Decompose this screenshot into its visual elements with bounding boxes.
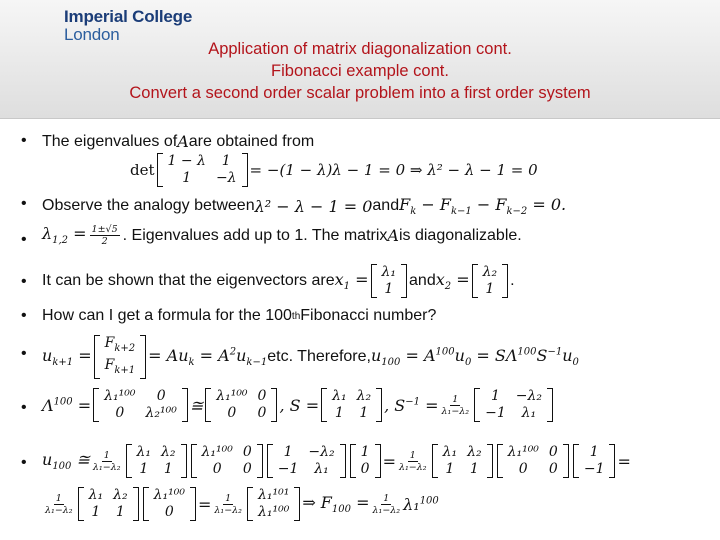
cell: −1 (485, 405, 506, 421)
characteristic-equation (130, 153, 538, 187)
matrix-approx (205, 388, 277, 422)
t: Λ (42, 395, 54, 415)
den: λ₁−λ₂ (45, 504, 73, 516)
bullet-3-tail: is diagonalizable. (398, 226, 522, 244)
num: 1±√5 (91, 224, 118, 235)
u100-formula (371, 346, 579, 368)
sub: k−1 (246, 356, 268, 368)
cell: 1 (139, 461, 149, 477)
bullet-2-text: Observe the analogy between (42, 197, 255, 215)
matrix (432, 444, 493, 478)
lambda-100 (42, 396, 91, 415)
t: = (72, 395, 92, 415)
u-k1 (42, 346, 92, 368)
sub: 100 (331, 504, 351, 516)
cell: 1 (221, 153, 231, 169)
t: u (236, 345, 247, 365)
sub: 1 (343, 281, 351, 293)
inv-fraction (441, 394, 469, 417)
cell: λ₁¹⁰⁰ (153, 487, 185, 503)
t: = SΛ (471, 345, 518, 365)
cell: 1 − λ (167, 153, 206, 169)
cell: −1 (277, 461, 299, 477)
t: = A (194, 345, 230, 365)
t: = Au (148, 345, 189, 365)
cell: λ₁¹⁰⁰ (104, 388, 136, 404)
final-line (42, 487, 439, 521)
cell: λ₁¹⁰⁰ (216, 388, 248, 404)
cell: 1 (91, 504, 101, 520)
det-label: det (130, 161, 155, 179)
den: λ₁−λ₂ (92, 461, 121, 473)
cell: 0 (548, 444, 558, 460)
title-line-3: Convert a second order scalar problem into a first order system (129, 84, 591, 102)
bullet-marker: • (21, 273, 27, 290)
bullet-3 (42, 224, 522, 247)
bullet-marker: • (21, 231, 27, 248)
vector (573, 444, 616, 478)
matrix (191, 444, 263, 478)
cell: λ₂ (356, 388, 372, 404)
cell: 0 (156, 388, 166, 404)
slide-title (60, 38, 660, 104)
sub: k−2 (506, 206, 528, 218)
cell: λ₁ (314, 461, 329, 477)
recurrence-rhs (148, 346, 267, 368)
sub: k+2 (114, 342, 136, 354)
vector (143, 487, 196, 521)
var-a: A (177, 132, 189, 151)
t: = (351, 492, 370, 512)
matrix-s-inv (474, 388, 553, 422)
lam: λ (42, 224, 53, 244)
eq: = (73, 345, 92, 365)
den: λ₁−λ₂ (372, 504, 401, 516)
sup: 100 (517, 346, 537, 358)
cell: 1 (490, 388, 500, 404)
sub: k−1 (450, 206, 472, 218)
matrix (267, 444, 346, 478)
fraction (93, 450, 121, 473)
cell: λ₁¹⁰⁰ (201, 444, 233, 460)
eigenvector-2 (472, 264, 509, 298)
cell: 0 (115, 405, 125, 421)
sup: −1 (405, 396, 420, 408)
t: λ₁ (403, 494, 420, 514)
var-a: A (387, 226, 399, 245)
matrix (126, 444, 187, 478)
fraction (214, 493, 242, 516)
bullet-1-tail: are obtained from (188, 132, 315, 150)
cell: 1 (469, 461, 479, 477)
t: = A (400, 345, 436, 365)
den: λ₁−λ₂ (398, 461, 427, 473)
bullet-marker: • (21, 132, 27, 149)
sub: 100 (52, 461, 72, 473)
cell: 0 (257, 388, 267, 404)
cell: λ₁ (136, 444, 152, 460)
cell: 0 (242, 461, 252, 477)
bullet-marker: • (21, 195, 27, 212)
num: 1 (55, 492, 62, 504)
cell: 1 (182, 170, 192, 186)
cell: λ₁ (88, 487, 104, 503)
end: . (510, 272, 515, 289)
bullet-4 (42, 264, 515, 298)
cell: 1 (359, 405, 369, 421)
cell: λ₂¹⁰⁰ (145, 405, 177, 421)
sub: k+1 (114, 364, 136, 376)
cell: λ₁¹⁰¹ (257, 487, 290, 503)
t: u (370, 345, 382, 365)
lambda-power (403, 495, 439, 514)
eq: = (350, 269, 369, 289)
matrix-det (157, 153, 248, 187)
sub: 1,2 (52, 235, 69, 247)
s-inv (384, 396, 438, 415)
title-line-1: Application of matrix diagonalization cont. (208, 40, 512, 58)
t: , S (384, 395, 406, 415)
t: u (562, 345, 573, 365)
cell: λ₂ (161, 444, 176, 460)
matrix (78, 487, 139, 521)
sup: 2 (229, 346, 237, 358)
sup: 100 (435, 346, 455, 358)
sup: 100 (53, 396, 73, 408)
cell: λ₂ (482, 264, 498, 280)
eq: = (382, 451, 396, 471)
fraction (399, 450, 427, 473)
u100 (42, 450, 90, 472)
sub: k (188, 356, 195, 368)
bullet-3-text: . Eigenvalues add up to 1. The matrix (122, 226, 388, 244)
den: 2 (101, 236, 108, 247)
bullet-4-text: It can be shown that the eigenvectors are (42, 272, 335, 289)
matrix-lambda (93, 388, 188, 422)
cell: λ₁ (332, 388, 347, 404)
num: 1 (383, 492, 390, 504)
sup: −1 (547, 346, 563, 358)
bullet-5-tail: Fibonacci number? (300, 307, 437, 324)
cell: 1 (115, 504, 125, 520)
cell: 1 (283, 444, 293, 460)
cell: −λ₂ (308, 444, 335, 460)
bullet-marker: • (21, 345, 27, 362)
fraction (373, 493, 401, 516)
den: λ₁−λ₂ (441, 405, 470, 417)
logo-line-2: London (64, 25, 120, 44)
t: S (536, 345, 548, 365)
t: = (419, 395, 439, 415)
u: u (42, 345, 53, 365)
approx: ≅ (189, 395, 204, 415)
f: F (104, 356, 115, 373)
cell: 1 (384, 281, 394, 297)
and-text: and (372, 197, 400, 215)
bullet-marker: • (21, 307, 27, 324)
cell: −λ₂ (515, 388, 542, 404)
and-text: and (409, 272, 436, 289)
bullet-marker: • (21, 399, 27, 416)
cell: 0 (164, 504, 174, 520)
cell: λ₂ (467, 444, 482, 460)
cell: 1 (485, 281, 495, 297)
cell: 0 (257, 405, 267, 421)
x: x (334, 269, 344, 289)
f: − F (416, 195, 451, 214)
cell: λ₁ (442, 444, 458, 460)
cell (100, 335, 141, 357)
f100 (302, 493, 369, 515)
bullet-1-text: The eigenvalues of (42, 132, 178, 150)
matrix-s (321, 388, 382, 422)
bullet-marker: • (21, 454, 27, 471)
cell: −1 (583, 461, 605, 477)
matrix (497, 444, 569, 478)
sub: 2 (444, 281, 452, 293)
eq: = (451, 269, 470, 289)
t: u (454, 345, 465, 365)
cell: 0 (227, 405, 237, 421)
f: F (399, 195, 411, 214)
cell: 1 (163, 461, 173, 477)
sup: 100 (419, 495, 439, 507)
cell: λ₁¹⁰⁰ (507, 444, 539, 460)
num: 1 (452, 393, 459, 405)
cell: 1 (445, 461, 455, 477)
cell: λ₁ (521, 405, 537, 421)
cell: 1 (589, 444, 599, 460)
f: F (104, 335, 115, 351)
slide-header (0, 0, 720, 119)
sub: 100 (381, 356, 401, 368)
t: ⇒ F (302, 492, 332, 512)
bullet-1 (42, 132, 314, 151)
bullet-8 (42, 444, 631, 478)
cell: 0 (360, 461, 370, 477)
vector (350, 444, 381, 478)
cell: λ₁¹⁰⁰ (257, 504, 290, 520)
cell: λ₁ (381, 264, 397, 280)
cell (100, 357, 141, 379)
sub: 0 (464, 356, 472, 368)
t: u (42, 449, 53, 469)
cell: 0 (212, 461, 222, 477)
num: 1 (225, 492, 232, 504)
bullet-5-text: How can I get a formula for the 100 (42, 307, 292, 324)
num: 1 (103, 449, 110, 461)
cell: 0 (242, 444, 252, 460)
lambda (42, 224, 87, 246)
eq: = (68, 224, 87, 244)
lambda-fraction (90, 224, 120, 247)
s-eq: , S = (279, 395, 320, 415)
cell: 1 (334, 405, 344, 421)
num: 1 (409, 449, 416, 461)
cell: 0 (518, 461, 528, 477)
sup: th (291, 310, 301, 322)
bullet-5 (42, 307, 436, 325)
sub: 0 (572, 356, 579, 368)
recurrence (399, 195, 566, 217)
x: x (435, 269, 445, 289)
fib-vector (94, 335, 147, 379)
eq: = (197, 494, 212, 514)
cell: λ₂ (113, 487, 128, 503)
t: ≅ (71, 449, 90, 469)
logo-line-1: Imperial College (64, 7, 193, 26)
sub: k+1 (52, 356, 74, 368)
bullet-7 (42, 388, 555, 422)
cell: 1 (360, 444, 370, 460)
eigenvector-1 (371, 264, 408, 298)
equation-rhs: = −(1 − λ)λ − 1 = 0 ⇒ λ² − λ − 1 = 0 (249, 161, 538, 179)
end: = 0. (527, 195, 567, 214)
fraction (45, 493, 73, 516)
den: λ₁−λ₂ (214, 504, 242, 516)
cell: 0 (548, 461, 558, 477)
bullet-2 (42, 195, 566, 217)
x2 (436, 270, 470, 292)
cell: −λ (215, 170, 237, 186)
vector (247, 487, 300, 521)
etc-text: etc. Therefore, (267, 347, 371, 365)
sub: k (410, 206, 417, 218)
end: = (617, 451, 631, 471)
char-poly: λ² − λ − 1 = 0 (254, 196, 373, 216)
f: − F (471, 195, 507, 214)
x1 (335, 270, 369, 292)
title-line-2: Fibonacci example cont. (271, 62, 449, 80)
bullet-6 (42, 335, 579, 379)
